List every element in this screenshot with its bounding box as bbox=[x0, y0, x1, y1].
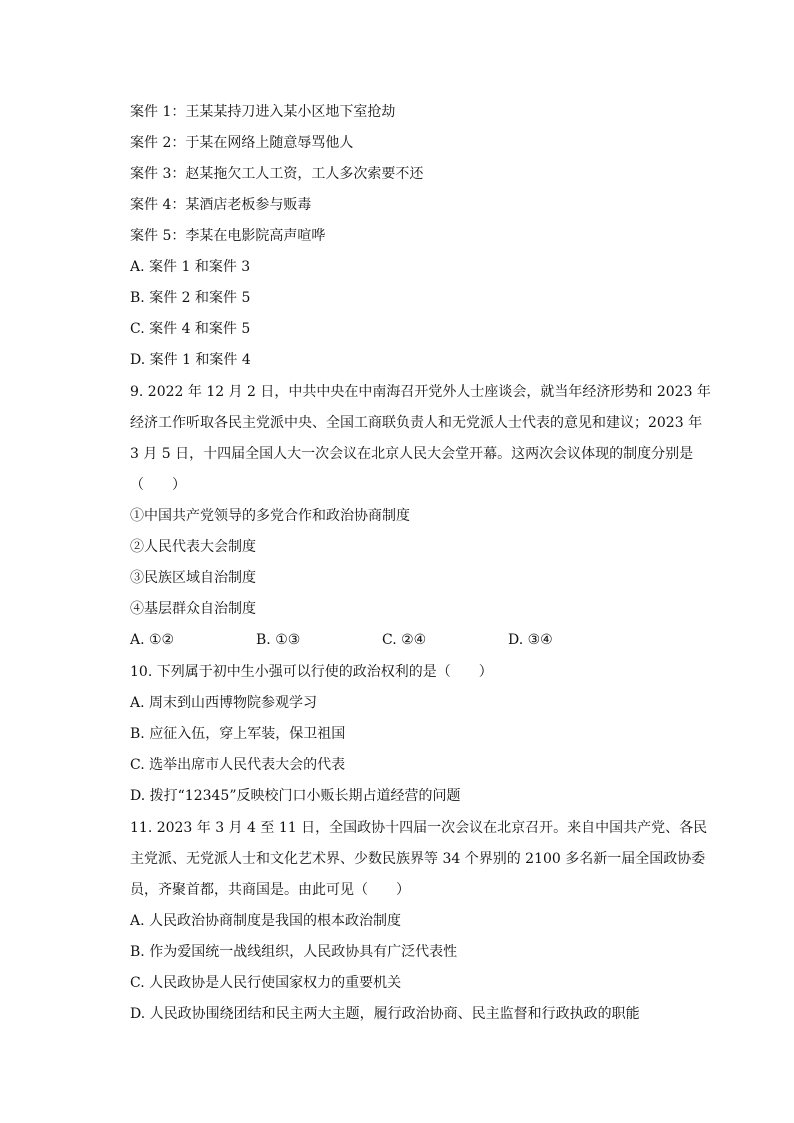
q9-item-1: ①中国共产党领导的多党合作和政治协商制度 bbox=[130, 508, 410, 524]
q10-stem: 10. 下列属于初中生小强可以行使的政治权利的是（ ） bbox=[130, 664, 493, 680]
case-5: 案件 5：李某在电影院高声喧哗 bbox=[130, 228, 326, 244]
q11-stem-line-3: 员，齐聚首都，共商国是。由此可见（ ） bbox=[130, 882, 410, 898]
q11-option-a: A. 人民政治协商制度是我国的根本政治制度 bbox=[130, 913, 402, 929]
q9-options-row bbox=[130, 630, 670, 650]
q10-option-c: C. 选举出席市人民代表大会的代表 bbox=[130, 757, 346, 773]
q10-option-d: D. 拨打“12345”反映校门口小贩长期占道经营的问题 bbox=[130, 788, 461, 804]
q10-option-b: B. 应征入伍，穿上军装，保卫祖国 bbox=[130, 726, 346, 742]
case-1: 案件 1：王某某持刀进入某小区地下室抢劫 bbox=[130, 104, 396, 120]
q9-stem-line-4: （ ） bbox=[130, 477, 186, 493]
q9-option-c: C. ②④ bbox=[382, 632, 427, 648]
q11-stem-line-1: 11. 2023 年 3 月 4 至 11 日，全国政协十四届一次会议在北京召开。来自中国共产党、各民 bbox=[130, 820, 708, 836]
q9-option-d: D. ③④ bbox=[508, 632, 553, 648]
case-2: 案件 2：于某在网络上随意辱骂他人 bbox=[130, 135, 354, 151]
q11-option-b: B. 作为爱国统一战线组织，人民政协具有广泛代表性 bbox=[130, 944, 458, 960]
q9-stem-line-3: 3 月 5 日，十四届全国人大一次会议在北京人民大会堂开幕。这两次会议体现的制度分别是 bbox=[130, 446, 694, 462]
case-4: 案件 4：某酒店老板参与贩毒 bbox=[130, 197, 312, 213]
q8-option-a: A. 案件 1 和案件 3 bbox=[130, 259, 251, 275]
q8-option-c: C. 案件 4 和案件 5 bbox=[130, 321, 251, 337]
q9-option-b: B. ①③ bbox=[256, 632, 301, 648]
q11-stem-line-2: 主党派、无党派人士和文化艺术界、少数民族界等 34 个界别的 2100 多名新一届全国政协委 bbox=[130, 851, 706, 867]
q9-stem-line-2: 经济工作听取各民主党派中央、全国工商联负责人和无党派人士代表的意见和建议；2023 年 bbox=[130, 415, 703, 431]
case-3: 案件 3：赵某拖欠工人工资，工人多次索要不还 bbox=[130, 166, 424, 182]
q9-item-3: ③民族区域自治制度 bbox=[130, 570, 256, 586]
q8-option-b: B. 案件 2 和案件 5 bbox=[130, 290, 251, 306]
q11-option-d: D. 人民政协围绕团结和民主两大主题，履行政治协商、民主监督和行政执政的职能 bbox=[130, 1006, 640, 1022]
q9-item-4: ④基层群众自治制度 bbox=[130, 601, 256, 617]
q11-option-c: C. 人民政协是人民行使国家权力的重要机关 bbox=[130, 975, 402, 991]
q9-item-2: ②人民代表大会制度 bbox=[130, 539, 256, 555]
q10-option-a: A. 周末到山西博物院参观学习 bbox=[130, 695, 318, 711]
q9-stem-line-1: 9. 2022 年 12 月 2 日，中共中央在中南海召开党外人士座谈会，就当年经济形势和 2023 年 bbox=[130, 384, 711, 400]
q8-option-d: D. 案件 1 和案件 4 bbox=[130, 352, 251, 368]
q9-option-a: A. ①② bbox=[130, 632, 175, 648]
